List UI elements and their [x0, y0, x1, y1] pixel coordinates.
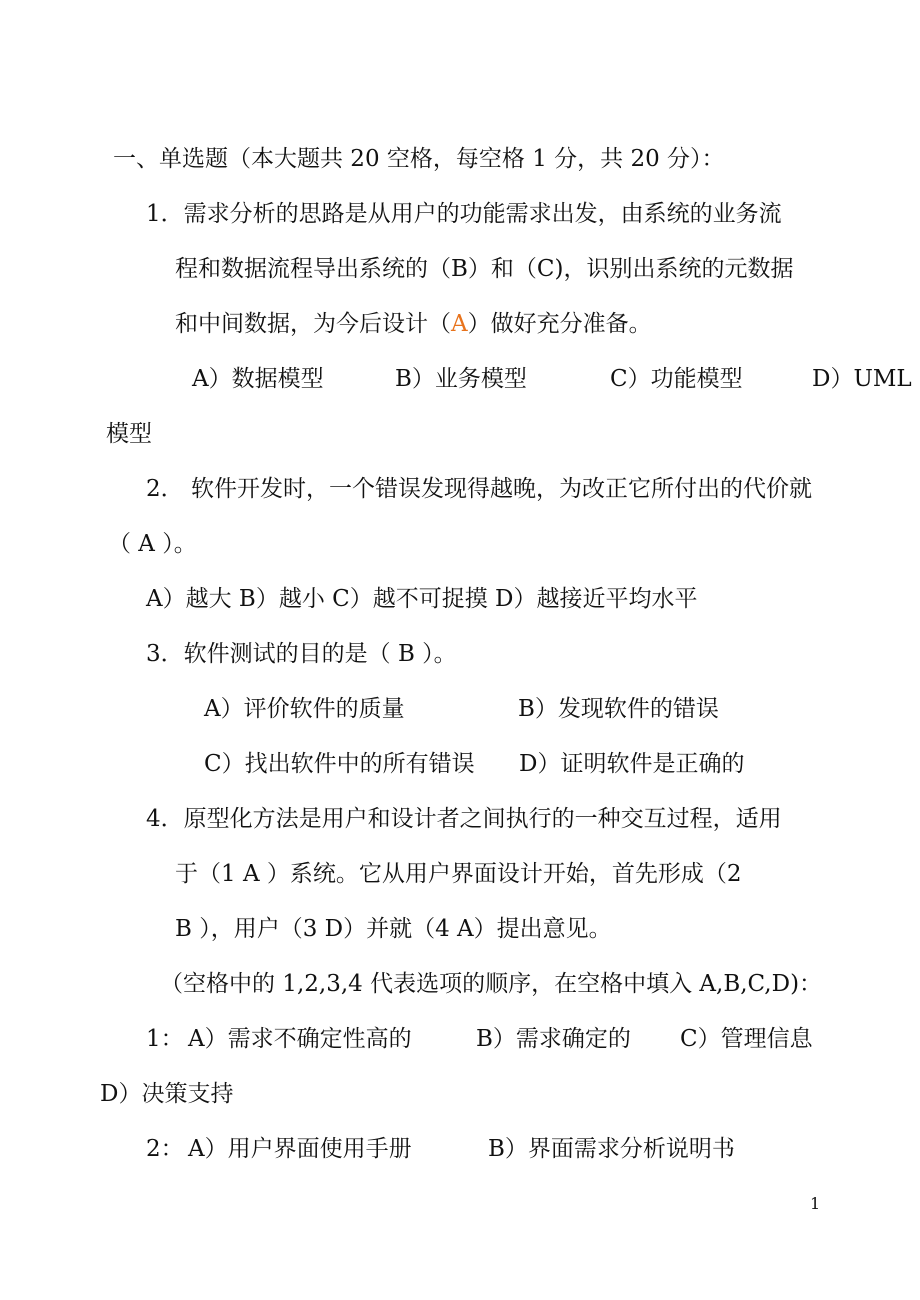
q3-line1: 3．软件测试的目的是（ B ）。	[146, 641, 457, 667]
q2-line1: 2． 软件开发时，一个错误发现得越晚，为改正它所付出的代价就	[146, 476, 812, 502]
page-number: 1	[810, 1194, 821, 1213]
q4-note: （空格中的 1,2,3,4 代表选项的顺序，在空格中填入 A,B,C,D)：	[160, 971, 823, 997]
q1-answer-highlight: A	[451, 311, 468, 337]
q2-line2: （ A ）。	[108, 531, 197, 557]
q3-option-d: D）证明软件是正确的	[519, 751, 745, 777]
q4-blank2-prefix: 2：	[146, 1136, 184, 1162]
q4-line1: 4．原型化方法是用户和设计者之间执行的一种交互过程，适用	[146, 806, 782, 832]
q1-line3-prefix: 和中间数据，为今后设计（	[175, 311, 451, 337]
section-title: 一、单选题（本大题共 20 空格，每空格 1 分，共 20 分）：	[113, 146, 725, 172]
q1-options-wrap: 模型	[106, 421, 152, 447]
q4-line3: B ），用户（3 D）并就（4 A）提出意见。	[175, 916, 612, 942]
q1-option-c: C）功能模型	[610, 366, 743, 392]
q3-option-b: B）发现软件的错误	[518, 696, 719, 722]
q4-blank1-option-c: C）管理信息	[680, 1026, 813, 1052]
q1-option-b: B）业务模型	[395, 366, 527, 392]
q2-options: A）越大 B）越小 C）越不可捉摸 D）越接近平均水平	[146, 586, 698, 612]
q3-option-c: C）找出软件中的所有错误	[204, 751, 475, 777]
q3-option-a: A）评价软件的质量	[204, 696, 405, 722]
q1-line1: 1．需求分析的思路是从用户的功能需求出发，由系统的业务流	[146, 201, 782, 227]
q1-line3-suffix: ）做好充分准备。	[467, 311, 652, 337]
q4-blank1-option-a: A）需求不确定性高的	[188, 1026, 412, 1052]
q1-line2: 程和数据流程导出系统的（B）和（C)，识别出系统的元数据	[175, 256, 794, 282]
q4-line2: 于（1 A ）系统。它从用户界面设计开始，首先形成（2	[175, 861, 742, 887]
q4-blank1-prefix: 1：	[146, 1026, 184, 1052]
q4-blank1-option-b: B）需求确定的	[476, 1026, 631, 1052]
q1-line3	[175, 309, 652, 339]
q4-blank2-option-a: A）用户界面使用手册	[188, 1136, 412, 1162]
q1-option-d: D）UML	[812, 366, 912, 392]
q4-blank2-option-b: B）界面需求分析说明书	[488, 1136, 735, 1162]
q4-blank1-option-d: D）决策支持	[100, 1081, 234, 1107]
q1-option-a: A）数据模型	[192, 366, 324, 392]
